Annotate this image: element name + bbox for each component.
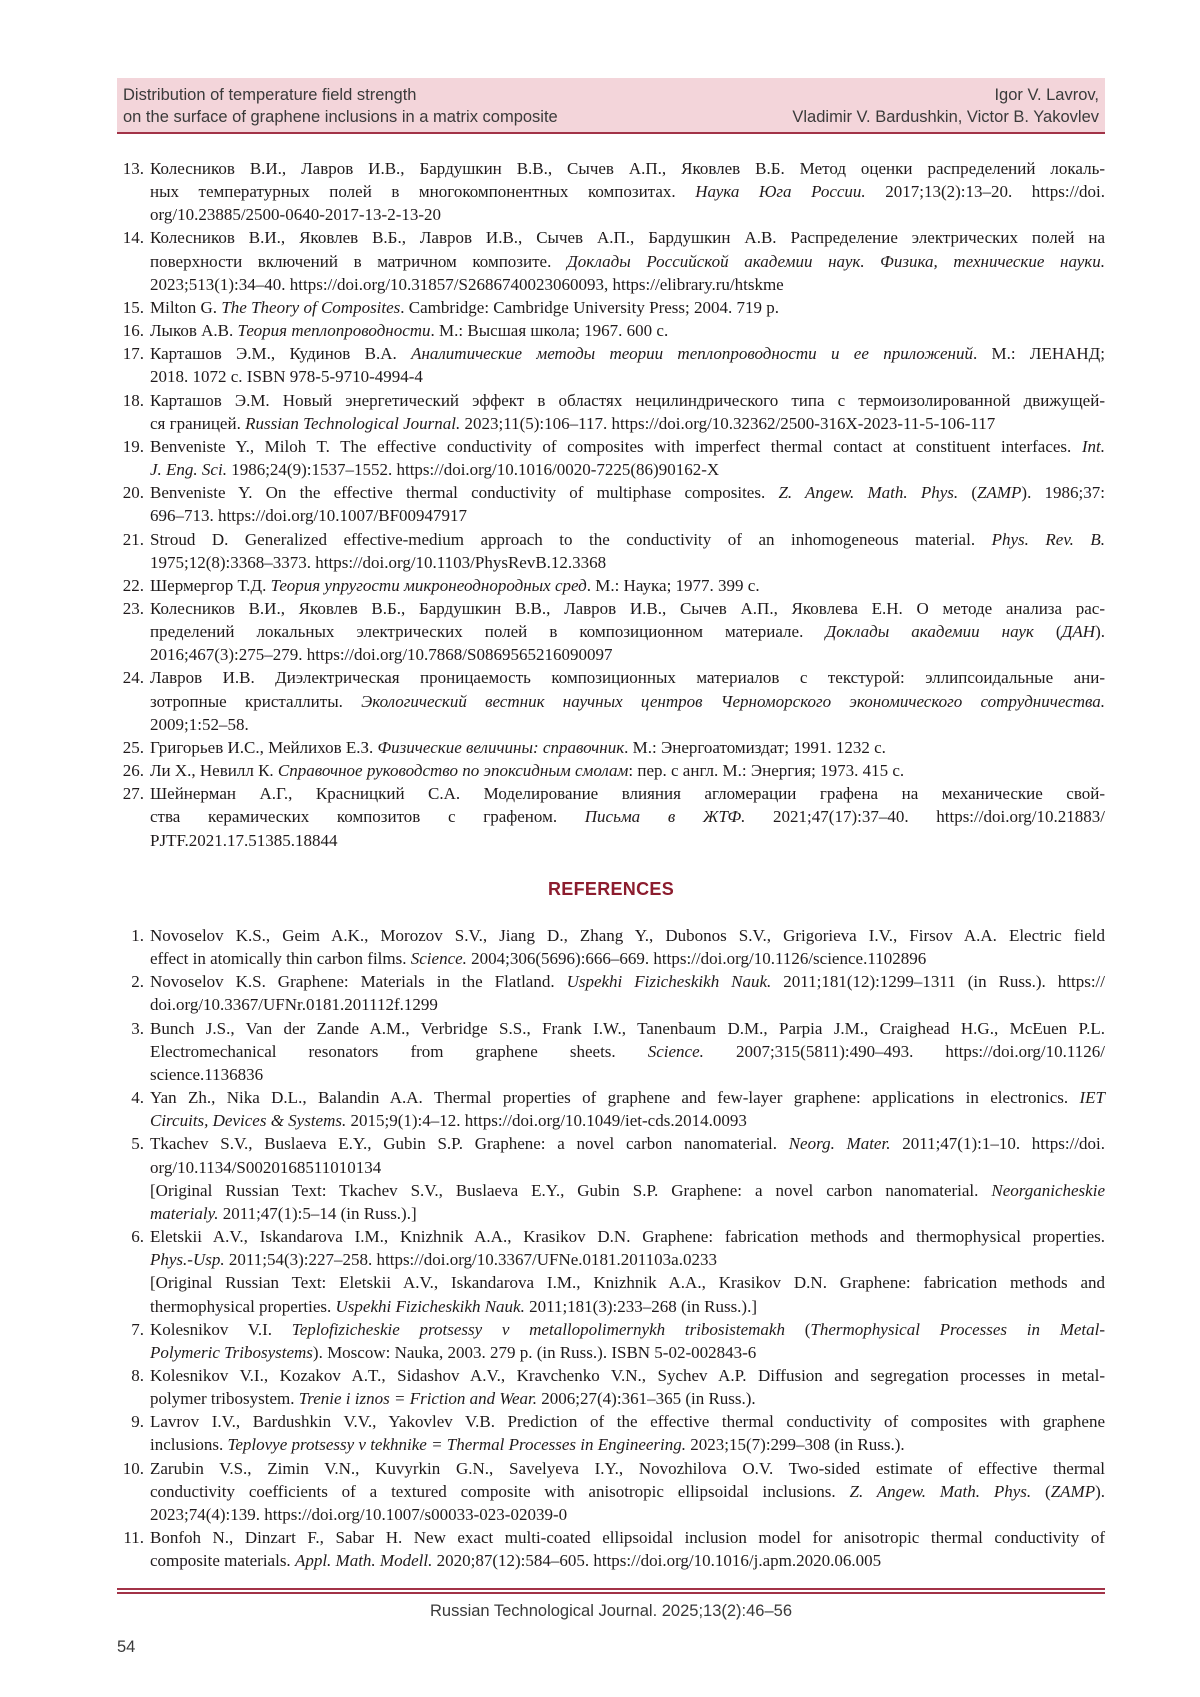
reference-number: 13. [122, 159, 144, 178]
reference-text: doi.org/10.3367/UFNr.0181.201112f.1299 [150, 995, 438, 1015]
reference-text: Колесников В.И., Лавров И.В., Бардушкин В.В., Сычев А.П., Яковлев В.Б. Метод оценки распределений локаль- [150, 159, 1105, 178]
reference-source-title: Circuits, Devices & Systems. [150, 1111, 347, 1131]
reference-text: Novoselov K.S., Geim A.K., Morozov S.V., Jiang D., Zhang Y., Dubonos S.V., Grigorieva I.V., Firsov A.A. Electric field [150, 926, 1105, 945]
header-title-line: Distribution of temperature field strength [123, 86, 417, 104]
reference-line [150, 481, 1105, 504]
reference-number: 22. [122, 575, 144, 595]
reference-text: 2011;47(1):5–14 (in Russ.).] [218, 1203, 417, 1223]
reference-item [122, 759, 1105, 782]
reference-line [150, 296, 1105, 319]
reference-text: 2011;181(12):1299–1311 (in Russ.). https:// [771, 972, 1105, 992]
reference-source-title: Физические величины: справочник [377, 737, 625, 757]
reference-text: [Original Russian Text: Tkachev S.V., Buslaeva E.Y., Gubin S.P. Graphene: a novel carbon nanomaterial. [150, 1180, 992, 1200]
reference-number: 15. [122, 297, 144, 317]
header-author-line: Igor V. Lavrov, [994, 86, 1099, 104]
reference-number: 6. [131, 1227, 144, 1247]
reference-text: org/10.23885/2500-0640-2017-13-2-13-20 [150, 205, 442, 225]
reference-item [123, 1526, 1105, 1572]
reference-text: 2007;315(5811):490–493. https://doi.org/10.1126/ [703, 1041, 1105, 1061]
reference-text: 696–713. https://doi.org/10.1007/BF00947917 [150, 506, 468, 526]
reference-number: 10. [122, 1458, 144, 1478]
reference-line [150, 273, 1105, 296]
reference-source-title: The Theory of Composites [221, 297, 401, 317]
reference-text: Zarubin V.S., Zimin V.N., Kuvyrkin G.N., Savelyeva I.Y., Novozhilova O.V. Two-sided estimate of effective thermal [150, 1458, 1105, 1478]
reference-text: Electromechanical resonators from graphene sheets. [150, 1041, 648, 1061]
reference-line [150, 666, 1105, 689]
reference-item [122, 157, 1105, 226]
reference-text: Карташов Э.М. Новый энергетический эффект в областях нецилиндрического типа с термоизолированной движущей- [150, 390, 1105, 410]
reference-text: ных температурных полей в многокомпонентных композитах. [150, 182, 696, 202]
reference-line [150, 713, 1105, 736]
reference-source-title: Science. [410, 949, 467, 969]
reference-line [150, 1132, 1105, 1155]
reference-text: ся границей. [150, 413, 246, 433]
reference-text: Колесников В.И., Яковлев В.Б., Лавров И.В., Сычев А.П., Бардушкин А.В. Распределение электрических полей на [150, 228, 1105, 248]
reference-number: 16. [122, 321, 144, 341]
reference-item [122, 528, 1105, 574]
reference-source-title: Доклады Российской академии наук. Физика, технические науки. [566, 251, 1105, 271]
reference-line [150, 574, 1105, 597]
reference-number: 18. [122, 390, 144, 410]
reference-text: ). [1095, 1481, 1105, 1501]
reference-item [131, 1132, 1106, 1225]
reference-text: . Cambridge: Cambridge University Press; 2004. 719 p. [400, 297, 779, 317]
reference-source-title: Thermophysical Processes in Metal- [810, 1319, 1106, 1339]
reference-text: Tkachev S.V., Buslaeva E.Y., Gubin S.P. Graphene: a novel carbon nanomaterial. [150, 1134, 789, 1154]
reference-source-title: Phys. Rev. B. [991, 529, 1105, 549]
reference-item [122, 389, 1105, 435]
reference-line [150, 970, 1105, 993]
reference-text: 2015;9(1):4–12. https://doi.org/10.1049/iet-cds.2014.0093 [346, 1111, 747, 1131]
reference-line [150, 597, 1105, 620]
reference-line [150, 1364, 1105, 1387]
reference-item [122, 226, 1105, 295]
reference-source-title: Z. Angew. Math. Phys. [778, 483, 959, 503]
reference-source-title: J. Eng. Sci. [150, 460, 227, 480]
reference-text: 2009;1:52–58. [150, 714, 249, 734]
reference-text: ( [784, 1319, 811, 1339]
reference-line [150, 782, 1105, 805]
header-title-line: on the surface of graphene inclusions in a matrix composite [123, 108, 558, 126]
reference-line [150, 504, 1105, 527]
reference-text: Lavrov I.V., Bardushkin V.V., Yakovlev V.B. Prediction of the effective thermal conductivity of composites with graphene [150, 1412, 1105, 1432]
reference-number: 23. [122, 598, 144, 618]
reference-source-title: Phys.-Usp. [150, 1250, 225, 1270]
reference-line [150, 1318, 1105, 1341]
reference-source-title: Teplovye protsessy v tekhnike = Thermal Processes in Engineering. [227, 1435, 687, 1455]
reference-line [150, 412, 1105, 435]
reference-line [150, 1156, 1105, 1179]
reference-number: 4. [131, 1088, 144, 1108]
reference-text: 1986;24(9):1537–1552. https://doi.org/10.1016/0020-7225(86)90162-X [226, 460, 720, 480]
reference-text: [Original Russian Text: Eletskii A.V., Iskandarova I.M., Knizhnik A.A., Krasikov D.N. Graphene: fabrication methods and [150, 1273, 1105, 1293]
reference-source-title: Neorganicheskie [991, 1180, 1105, 1200]
reference-source-title: Trenie i iznos = Friction and Wear. [298, 1389, 538, 1409]
reference-item [131, 1318, 1106, 1364]
reference-source-title: Наука Юга России. [695, 182, 866, 202]
reference-text: Eletskii A.V., Iskandarova I.M., Knizhnik A.A., Krasikov D.N. Graphene: fabrication methods and thermophysical properties. [150, 1227, 1105, 1247]
reference-text: conductivity coefficients of a textured composite with anisotropic ellipsoidal inclusions. [150, 1481, 850, 1501]
reference-source-title: materialy. [150, 1203, 219, 1223]
reference-text: PJTF.2021.17.51385.18844 [150, 830, 338, 850]
reference-source-title: Теория упругости микронеоднородных сред [270, 575, 587, 595]
reference-line [150, 1503, 1105, 1526]
reference-text: ). 1986;37: [1021, 483, 1105, 503]
reference-number: 3. [131, 1018, 144, 1038]
reference-source-title: Экологический вестник научных центров Черноморского экономического сотрудничества. [361, 691, 1105, 711]
reference-text: пределений локальных электрических полей в композиционном материале. [150, 622, 826, 642]
reference-line [150, 1387, 1105, 1410]
reference-number: 14. [122, 228, 144, 248]
reference-line [150, 620, 1105, 643]
reference-item [122, 782, 1106, 851]
reference-source-title: Polymeric Tribosystems [150, 1342, 313, 1362]
reference-line [150, 1271, 1105, 1294]
reference-text: Yan Zh., Nika D.L., Balandin A.A. Thermal properties of graphene and few-layer graphene: applications in electronics. [150, 1088, 1080, 1108]
reference-text: ( [958, 483, 978, 503]
references-list [122, 924, 1106, 1572]
reference-text: Григорьев И.С., Мейлихов Е.З. [150, 737, 378, 757]
reference-text: : пер. с англ. М.: Энергия; 1973. 415 с. [628, 761, 905, 781]
reference-text: polymer tribosystem. [150, 1389, 299, 1409]
reference-line [150, 1341, 1105, 1364]
reference-text: поверхности включений в матричном композите. [150, 251, 567, 271]
reference-source-title: Теория теплопроводности [237, 321, 431, 341]
reference-line [150, 643, 1105, 666]
reference-line [150, 1040, 1105, 1063]
reference-text: 2023;513(1):34–40. https://doi.org/10.31857/S2686740023060093, https://elibrary.ru/htskme [150, 274, 784, 294]
reference-line [150, 203, 1105, 226]
reference-text: composite materials. [150, 1551, 295, 1571]
reference-text: ). Moscow: Nauka, 2003. 279 p. (in Russ.). ISBN 5-02-002843-6 [312, 1342, 757, 1362]
footer-rule [117, 1592, 1105, 1594]
reference-item [131, 1225, 1105, 1318]
reference-text: Benveniste Y. On the effective thermal conductivity of multiphase composites. [150, 483, 779, 503]
reference-text: 2018. 1072 с. ISBN 978-5-9710-4994-4 [150, 367, 423, 387]
reference-source-title: Письма в ЖТФ. [584, 807, 746, 827]
reference-text: 2023;11(5):106–117. https://doi.org/10.32362/2500-316X-2023-11-5-106-117 [460, 413, 996, 433]
reference-line [150, 805, 1105, 828]
reference-line [150, 1063, 1105, 1086]
reference-number: 21. [122, 529, 144, 549]
reference-line [150, 690, 1105, 713]
reference-number: 8. [131, 1365, 144, 1385]
reference-line [150, 435, 1105, 458]
reference-text: Bonfoh N., Dinzart F., Sabar H. New exact multi-coated ellipsoidal inclusion model for anisotropic thermal conductivity of [150, 1528, 1105, 1548]
reference-item [122, 435, 1105, 481]
reference-source-title: Appl. Math. Modell. [294, 1551, 433, 1571]
reference-text: 2023;74(4):139. https://doi.org/10.1007/s00033-023-02039-0 [150, 1504, 568, 1524]
reference-text: 2016;467(3):275–279. https://doi.org/10.7868/S0869565216090097 [150, 645, 613, 665]
reference-line [150, 528, 1105, 551]
reference-line [150, 736, 1105, 759]
reference-text: Карташов Э.М., Кудинов В.А. [150, 344, 412, 364]
reference-line [150, 342, 1105, 365]
reference-text: . М.: Высшая школа; 1967. 600 с. [430, 321, 669, 341]
footer-journal-citation: Russian Technological Journal. 2025;13(2):46–56 [429, 1602, 793, 1620]
reference-text: Novoselov K.S. Graphene: Materials in the Flatland. [150, 972, 567, 992]
reference-number: 25. [122, 737, 144, 757]
reference-line [150, 226, 1105, 249]
reference-line [150, 319, 1105, 342]
reference-source-title: Аналитические методы теории теплопроводности и ее приложений [411, 344, 973, 364]
reference-source-title: Science. [647, 1041, 704, 1061]
reference-text: Лыков А.В. [150, 321, 238, 341]
reference-text: Kolesnikov V.I., Kozakov A.T., Sidashov A.V., Kravchenko V.N., Sychev A.P. Diffusion and segregation processes in metal- [150, 1365, 1105, 1385]
reference-line [150, 1526, 1105, 1549]
reference-line [150, 829, 1105, 852]
reference-text: Шермергор Т.Д. [150, 575, 271, 595]
reference-line [150, 1410, 1105, 1433]
reference-item [131, 1086, 1105, 1132]
reference-text: 2004;306(5696):666–669. https://doi.org/10.1126/science.1102896 [466, 949, 927, 969]
reference-number: 24. [122, 668, 144, 688]
reference-text: Kolesnikov V.I. [150, 1319, 292, 1339]
reference-number: 27. [122, 784, 144, 804]
reference-source-title: Z. Angew. Math. Phys. [849, 1481, 1032, 1501]
reference-line [150, 1017, 1105, 1040]
reference-line [150, 993, 1105, 1016]
reference-text: Лавров И.В. Диэлектрическая проницаемость композиционных материалов с текстурой: эллипсоидальные ани- [150, 668, 1105, 688]
reference-text: effect in atomically thin carbon films. [150, 949, 411, 969]
reference-text: 2011;181(3):233–268 (in Russ.).] [524, 1296, 758, 1316]
reference-text: science.1136836 [150, 1064, 264, 1084]
reference-item [131, 1017, 1105, 1086]
reference-number: 5. [131, 1134, 144, 1154]
reference-text: Benveniste Y., Miloh T. The effective conductivity of composites with imperfect thermal contact at constituent interfaces. [150, 436, 1082, 456]
reference-text: 2021;47(17):37–40. https://doi.org/10.21883/ [745, 807, 1106, 827]
reference-line [150, 389, 1105, 412]
running-header-authors [792, 84, 1099, 128]
reference-number: 19. [122, 436, 144, 456]
page-number: 54 [117, 1638, 136, 1656]
reference-line [150, 458, 1105, 481]
reference-text: . М.: Энергоатомиздат; 1991. 1232 с. [624, 737, 886, 757]
reference-text: . М.: Наука; 1977. 399 с. [586, 575, 760, 595]
reference-item [122, 342, 1105, 388]
reference-line [150, 1480, 1105, 1503]
reference-number: 20. [122, 483, 144, 503]
reference-source-title: Справочное руководство по эпоксидным смолам [277, 761, 629, 781]
reference-number: 2. [131, 972, 144, 992]
reference-source-title: Russian Technological Journal. [245, 413, 461, 433]
reference-text: 2023;15(7):299–308 (in Russ.). [686, 1435, 905, 1455]
reference-item [122, 319, 1105, 342]
reference-source-title: ZAMP [1050, 1481, 1096, 1501]
reference-line [150, 947, 1105, 970]
reference-item [122, 296, 1105, 319]
reference-source-title: ZAMP [977, 483, 1022, 503]
reference-source-title: ДАН [1061, 622, 1096, 642]
reference-line [150, 1225, 1105, 1248]
reference-item [122, 597, 1106, 666]
reference-text: Колесников В.И., Яковлев В.Б., Бардушкин В.В., Лавров И.В., Сычев А.П., Яковлева Е.Н. О методе анализа рас- [150, 598, 1105, 618]
running-header [117, 78, 1105, 134]
reference-text: Stroud D. Generalized effective-medium approach to the conductivity of an inhomogeneous material. [150, 529, 992, 549]
reference-text: . М.: ЛЕНАНД; [972, 344, 1105, 364]
reference-source-title: Uspekhi Fizicheskikh Nauk. [335, 1296, 525, 1316]
reference-text: inclusions. [150, 1435, 228, 1455]
reference-item [131, 970, 1105, 1016]
reference-line [150, 180, 1105, 203]
reference-item [122, 481, 1105, 527]
reference-item [122, 1457, 1105, 1526]
reference-text: 2011;47(1):1–10. https://doi. [890, 1134, 1106, 1154]
reference-line [150, 759, 1105, 782]
reference-item [131, 1364, 1105, 1410]
running-header-title [123, 84, 558, 128]
reference-text: 2017;13(2):13–20. https://doi. [865, 182, 1105, 202]
reference-item [122, 736, 1105, 759]
reference-text: зотропные кристаллиты. [150, 691, 362, 711]
reference-text: Milton G. [150, 297, 222, 317]
reference-source-title: Neorg. Mater. [788, 1134, 891, 1154]
reference-text: 2006;27(4):361–365 (in Russ.). [537, 1389, 756, 1409]
reference-text: org/10.1134/S0020168511010134 [150, 1157, 382, 1177]
reference-text: Ли Х., Невилл К. [150, 761, 278, 781]
reference-text: ( [1031, 1481, 1051, 1501]
reference-text: thermophysical properties. [150, 1296, 336, 1316]
reference-source-title: Teplofizicheskie protsessy v metallopolimernykh tribosistemakh [291, 1319, 785, 1339]
reference-number: 17. [122, 344, 144, 364]
reference-line [150, 250, 1105, 273]
reference-text: ( [1033, 622, 1062, 642]
reference-line [150, 924, 1105, 947]
reference-text: Bunch J.S., Van der Zande A.M., Verbridge S.S., Frank I.W., Tanenbaum D.M., Parpia J.M., Craighead H.G., McEuen P.L. [150, 1018, 1105, 1038]
reference-text: ). [1095, 622, 1106, 642]
reference-text: Шейнерман А.Г., Красницкий С.А. Моделирование влияния агломерации графена на механические свой- [150, 784, 1105, 804]
reference-number: 1. [131, 926, 144, 945]
reference-item [131, 924, 1105, 970]
reference-line [150, 1248, 1105, 1271]
reference-line [150, 1109, 1105, 1132]
reference-line [150, 1086, 1105, 1109]
reference-text: 2011;54(3):227–258. https://doi.org/10.3367/UFNe.0181.201103a.0233 [224, 1250, 717, 1270]
reference-line [150, 1179, 1105, 1202]
references-heading: REFERENCES [547, 879, 675, 899]
reference-line [150, 1457, 1105, 1480]
reference-item [122, 666, 1105, 735]
header-author-line: Vladimir V. Bardushkin, Victor B. Yakovlev [792, 108, 1099, 126]
reference-line [150, 157, 1105, 180]
reference-number: 9. [131, 1412, 144, 1432]
reference-line [150, 1549, 1105, 1572]
reference-source-title: Доклады академии наук [825, 622, 1034, 642]
reference-line [150, 1295, 1105, 1318]
reference-source-title: IET [1079, 1088, 1105, 1108]
reference-line [150, 1433, 1105, 1456]
reference-number: 11. [123, 1528, 144, 1548]
reference-line [150, 551, 1105, 574]
reference-list [122, 157, 1106, 852]
reference-source-title: Int. [1081, 436, 1105, 456]
reference-text: ства керамических композитов с графеном. [150, 807, 585, 827]
reference-number: 7. [131, 1319, 144, 1339]
reference-item [131, 1410, 1105, 1456]
reference-text: 1975;12(8):3368–3373. https://doi.org/10.1103/PhysRevB.12.3368 [150, 552, 607, 572]
reference-item [122, 574, 1105, 597]
reference-line [150, 365, 1105, 388]
reference-number: 26. [122, 761, 144, 781]
reference-text: 2020;87(12):584–605. https://doi.org/10.1016/j.apm.2020.06.005 [432, 1551, 882, 1571]
footer-rule [117, 1588, 1105, 1590]
reference-source-title: Uspekhi Fizicheskikh Nauk. [566, 972, 772, 992]
reference-line [150, 1202, 1105, 1225]
